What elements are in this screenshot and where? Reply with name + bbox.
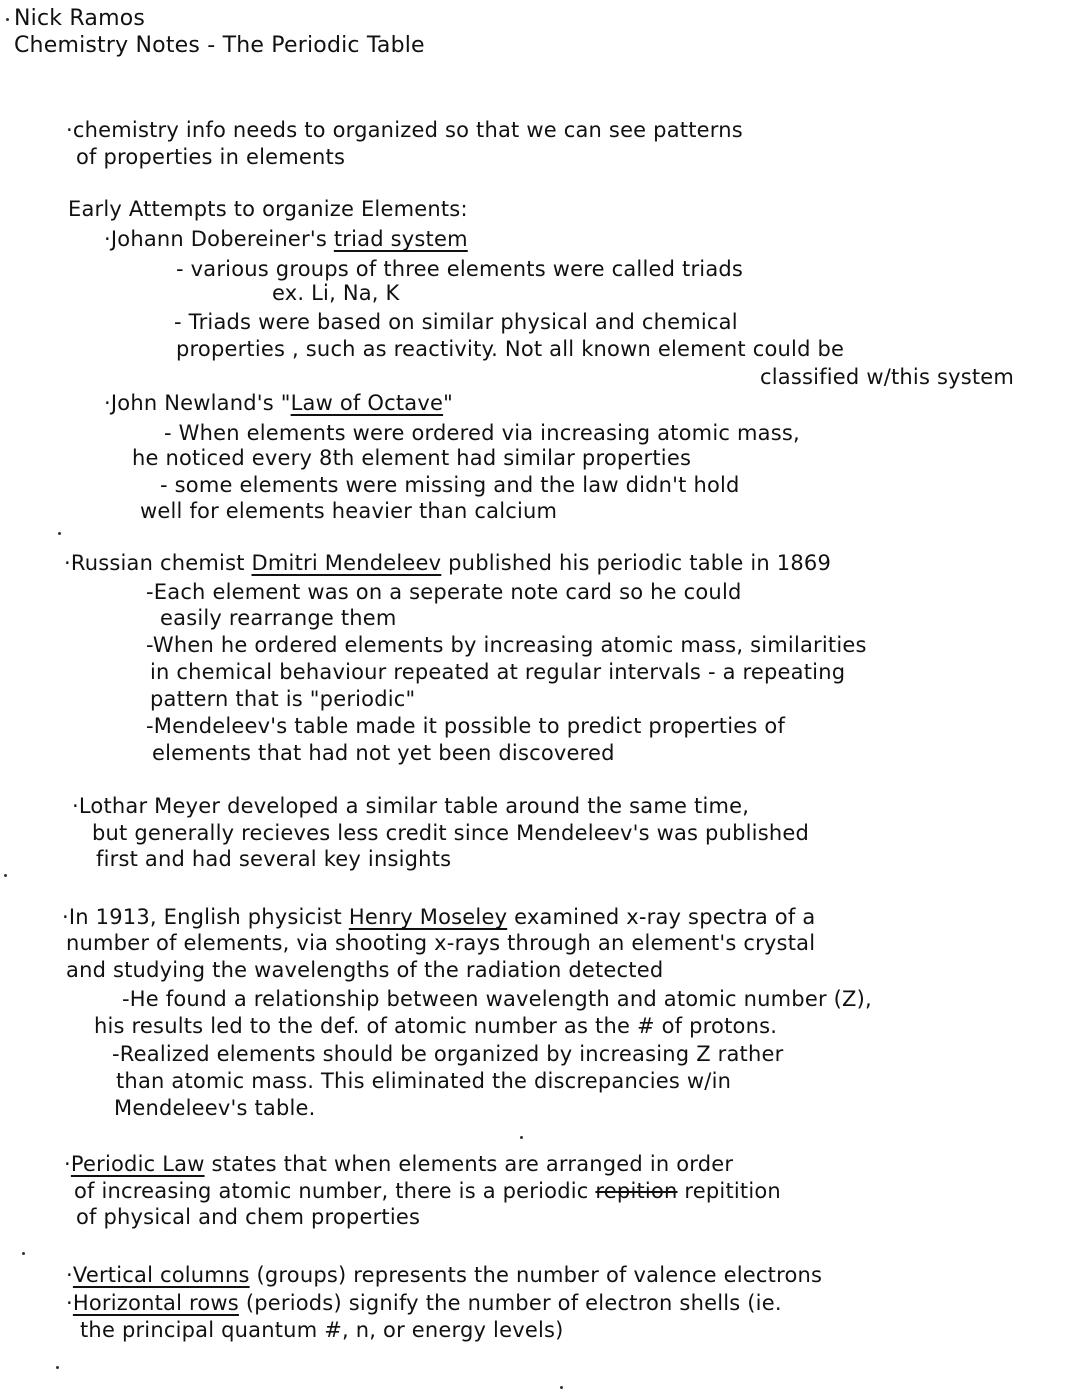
columns-line-3: the principal quantum #, n, or energy levels) [80,1318,564,1342]
dobereiner-detail-4: classified w/this system [760,365,1015,389]
moseley-line-2: number of elements, via shooting x-rays through an element's crystal [66,931,816,955]
mendeleev-line-3: easily rearrange them [160,606,397,630]
mendeleev-line-7: -Mendeleev's table made it possible to predict properties of [146,714,786,738]
dobereiner-example: ex. Li, Na, K [272,281,400,305]
mendeleev-line-4: -When he ordered elements by increasing atomic mass, similarities [146,633,867,657]
scan-speck [520,1136,523,1139]
meyer-line-3: first and had several key insights [96,847,452,871]
early-heading: Early Attempts to organize Elements: [68,197,468,221]
meyer-line-1: ·Lothar Meyer developed a similar table around the same time, [72,794,750,818]
scan-speck [22,1252,25,1255]
mendeleev-line-5: in chemical behaviour repeated at regular intervals - a repeating [150,660,846,684]
periodic-law-line-3: of physical and chem properties [76,1205,421,1229]
mendeleev-term: Dmitri Mendeleev [251,551,442,575]
newland-detail-2: he noticed every 8th element had similar properties [132,446,692,470]
periodic-law-term: Periodic Law [70,1152,205,1176]
columns-line-2: ·Horizontal rows (periods) signify the number of electron shells (ie. [66,1291,782,1315]
dobereiner-line: ·Johann Dobereiner's triad system [104,227,468,251]
author-name: Nick Ramos [14,6,146,31]
crossed-out-word: repition [595,1179,678,1203]
moseley-term: Henry Moseley [348,905,508,929]
page-title: Chemistry Notes - The Periodic Table [14,33,425,58]
triad-system-term: triad system [333,227,468,251]
moseley-line-3: and studying the wavelengths of the radiation detected [66,958,664,982]
moseley-line-8: Mendeleev's table. [114,1096,316,1120]
periodic-law-line-1: ·Periodic Law states that when elements are arranged in order [64,1152,734,1176]
periodic-law-line-2: of increasing atomic number, there is a periodic repition repitition [74,1179,781,1203]
moseley-line-6: -Realized elements should be organized by increasing Z rather [112,1042,784,1066]
scan-speck [56,1366,59,1369]
mendeleev-line-6: pattern that is "periodic" [150,687,416,711]
moseley-line-1: ·In 1913, English physicist Henry Moseley examined x-ray spectra of a [62,905,816,929]
scan-speck [560,1386,563,1389]
moseley-line-5: his results led to the def. of atomic number as the # of protons. [94,1014,778,1038]
newland-detail-3: - some elements were missing and the law didn't hold [160,473,740,497]
vertical-columns-term: Vertical columns [72,1263,250,1287]
horizontal-rows-term: Horizontal rows [72,1291,239,1315]
mendeleev-line-2: -Each element was on a seperate note card so he could [146,580,742,604]
scan-speck [6,18,9,21]
intro-line-1: ·chemistry info needs to organized so that we can see patterns [66,118,743,142]
moseley-line-7: than atomic mass. This eliminated the discrepancies w/in [116,1069,732,1093]
scan-speck [4,874,7,877]
scan-speck [58,532,61,535]
law-of-octave-term: Law of Octave [290,391,444,415]
columns-line-1: ·Vertical columns (groups) represents the number of valence electrons [66,1263,823,1287]
dobereiner-detail-2: - Triads were based on similar physical and chemical [174,310,738,334]
mendeleev-line-8: elements that had not yet been discovered [152,741,615,765]
meyer-line-2: but generally recieves less credit since Mendeleev's was published [92,821,809,845]
newland-detail-4: well for elements heavier than calcium [140,499,558,523]
newland-line: ·John Newland's "Law of Octave" [104,391,453,415]
intro-line-2: of properties in elements [76,145,346,169]
dobereiner-detail-3: properties , such as reactivity. Not all known element could be [176,337,845,361]
mendeleev-line-1: ·Russian chemist Dmitri Mendeleev published his periodic table in 1869 [64,551,832,575]
newland-detail-1: - When elements were ordered via increasing atomic mass, [164,421,800,445]
dobereiner-detail-1: - various groups of three elements were called triads [176,257,744,281]
moseley-line-4: -He found a relationship between wavelength and atomic number (Z), [122,987,872,1011]
